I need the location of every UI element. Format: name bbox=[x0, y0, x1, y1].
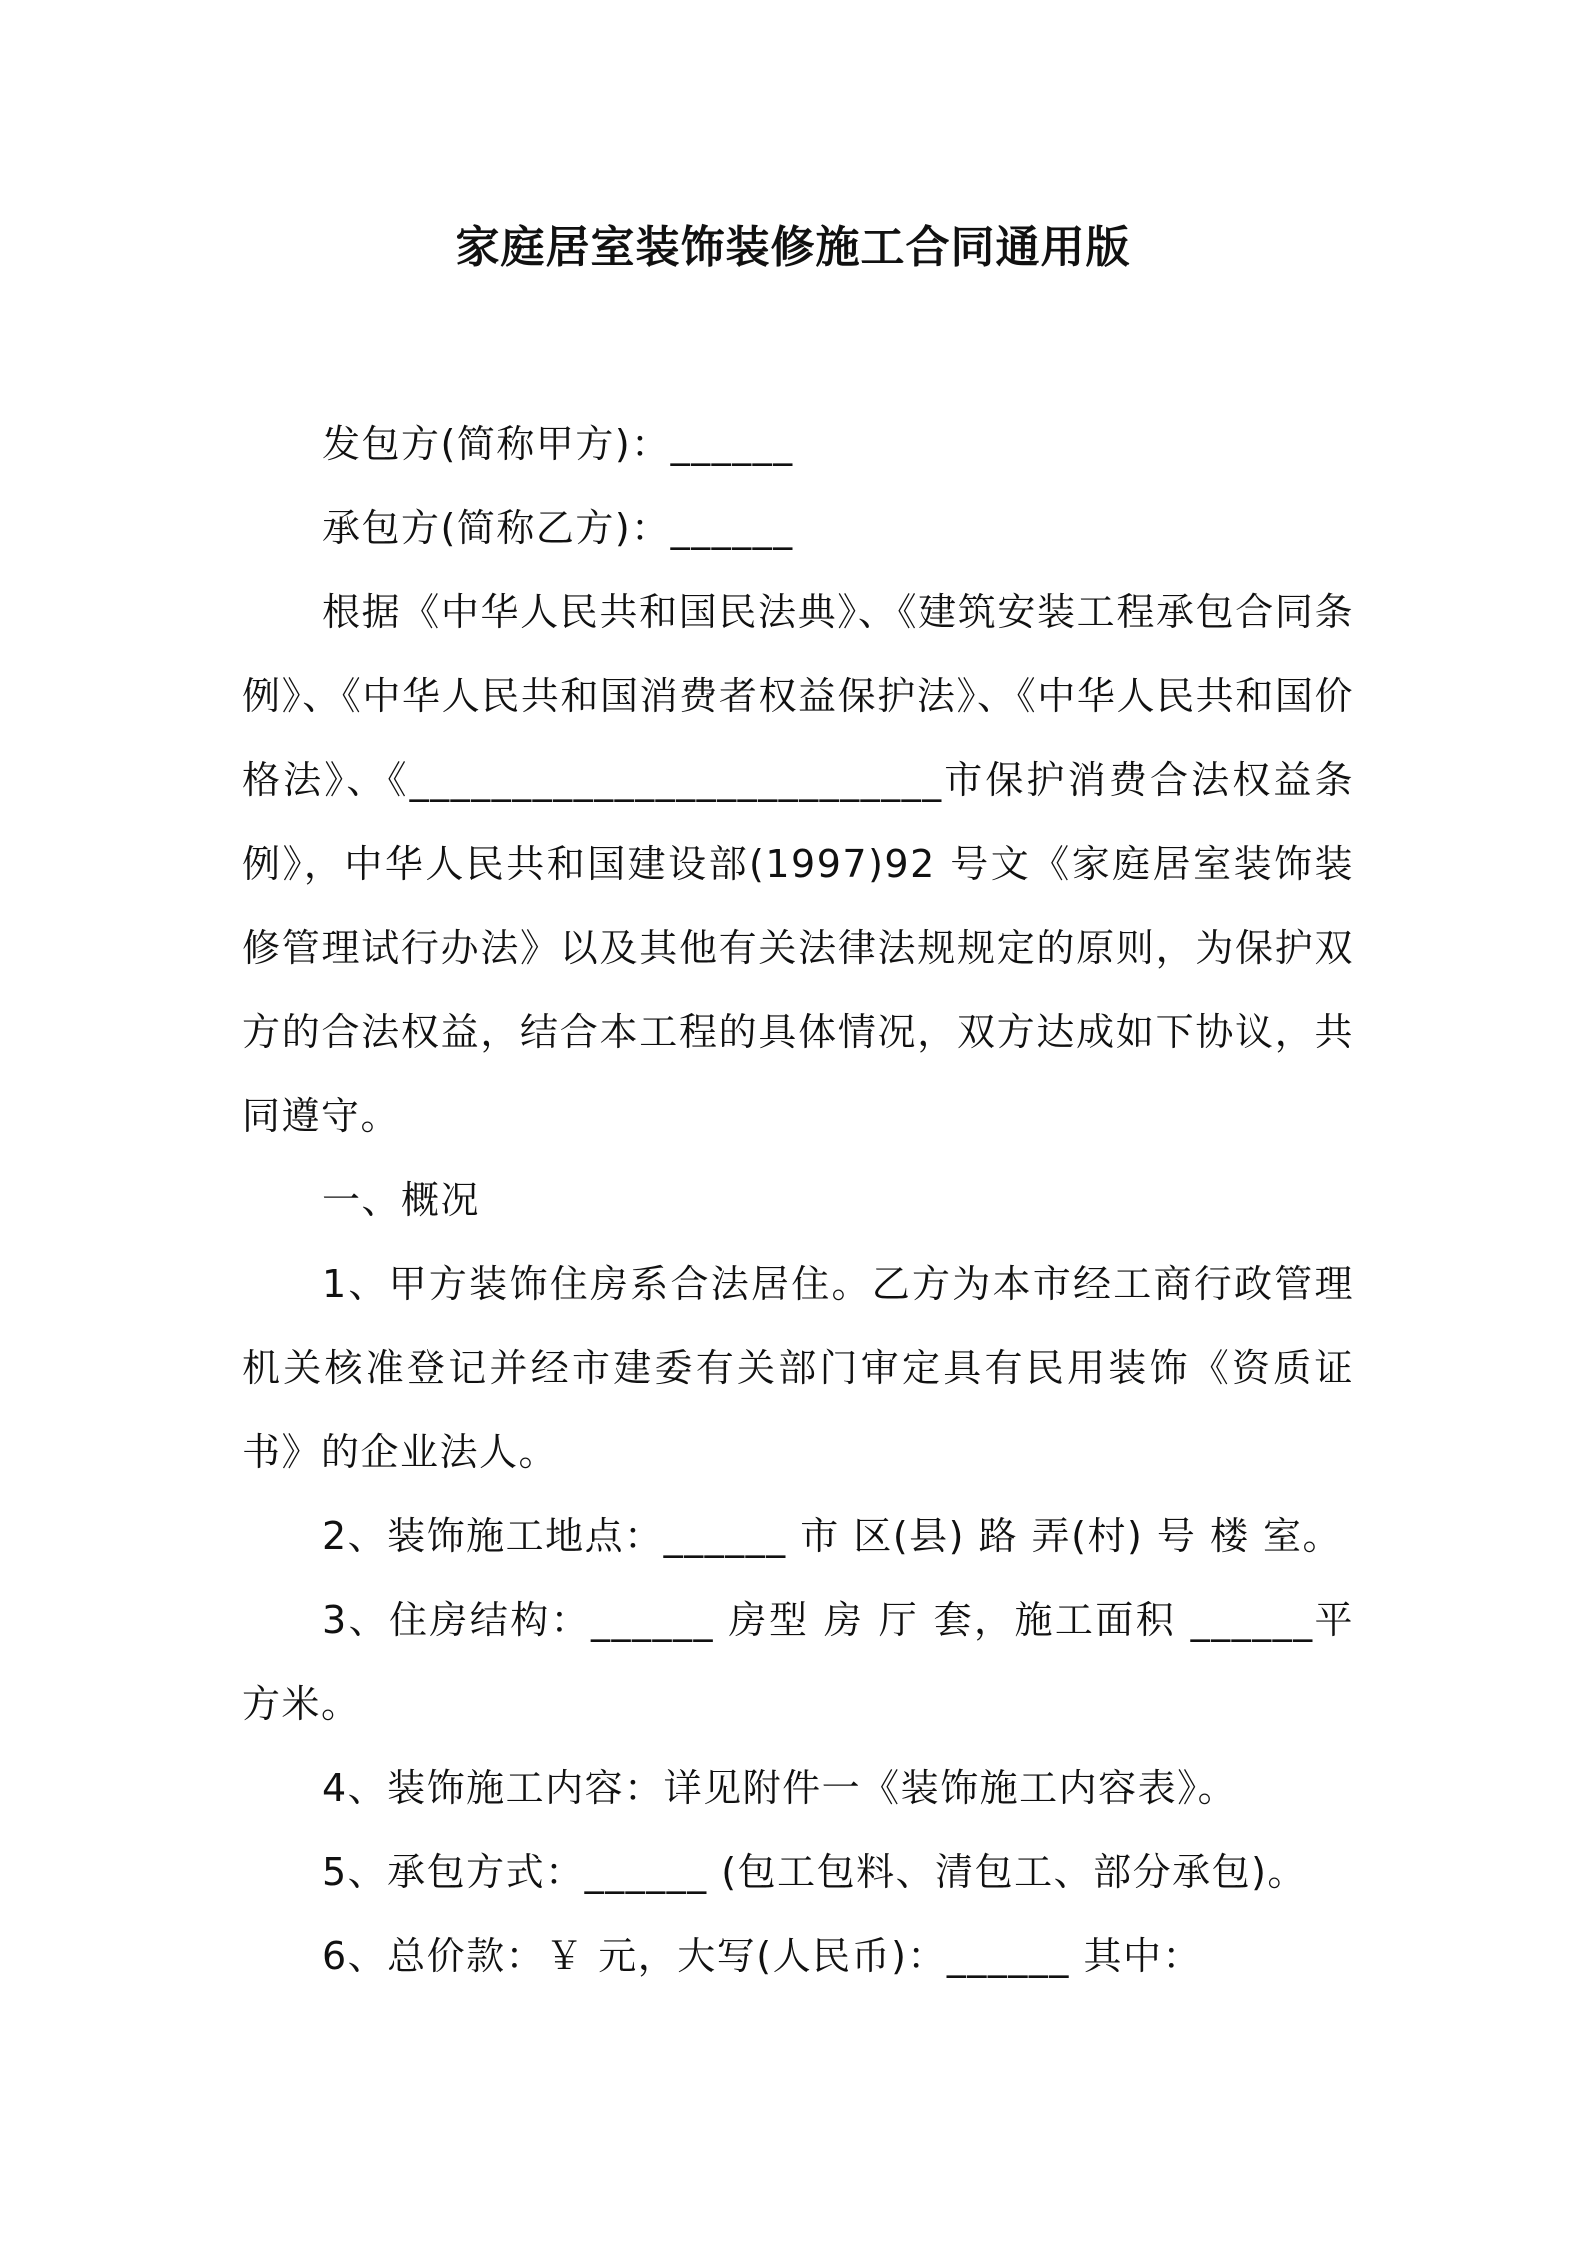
preamble-paragraph: 根据《中华人民共和国民法典》、《建筑安装工程承包合同条例》、《中华人民共和国消费者权益保护法》、《中华人民共和国价格法》、《__________________________市保护消费合法权益条例》，中华人民共和国建设部(1997)92 号文《家庭居室装饰装修管理试行办法》以及其他有关法律法规规定的原则，为保护双方的合法权益，结合本工程的具体情况，双方达成如下协议，共同遵守。 bbox=[242, 590, 1354, 1138]
clause-6: 6、总价款：￥ 元，大写(人民币)：______ 其中： bbox=[322, 1934, 1202, 1978]
clause-4: 4、装饰施工内容：详见附件一《装饰施工内容表》。 bbox=[322, 1766, 1238, 1810]
clause-2: 2、装饰施工地点：______ 市 区(县) 路 弄(村) 号 楼 室。 bbox=[322, 1514, 1343, 1558]
section-heading-overview: 一、概况 bbox=[322, 1178, 481, 1222]
clause-1: 1、甲方装饰住房系合法居住。乙方为本市经工商行政管理机关核准登记并经市建委有关部门审定具有民用装饰《资质证书》的企业法人。 bbox=[242, 1262, 1354, 1474]
document-body bbox=[242, 402, 1354, 1998]
clause-5: 5、承包方式：______ (包工包料、清包工、部分承包)。 bbox=[322, 1850, 1307, 1894]
document-title: 家庭居室装饰装修施工合同通用版 bbox=[455, 222, 1131, 273]
party-a-line: 发包方(简称甲方)：______ bbox=[322, 422, 794, 466]
clause-3: 3、住房结构：______ 房型 房 厅 套，施工面积 ______平方米。 bbox=[242, 1598, 1354, 1726]
party-b-line: 承包方(简称乙方)：______ bbox=[322, 506, 794, 550]
